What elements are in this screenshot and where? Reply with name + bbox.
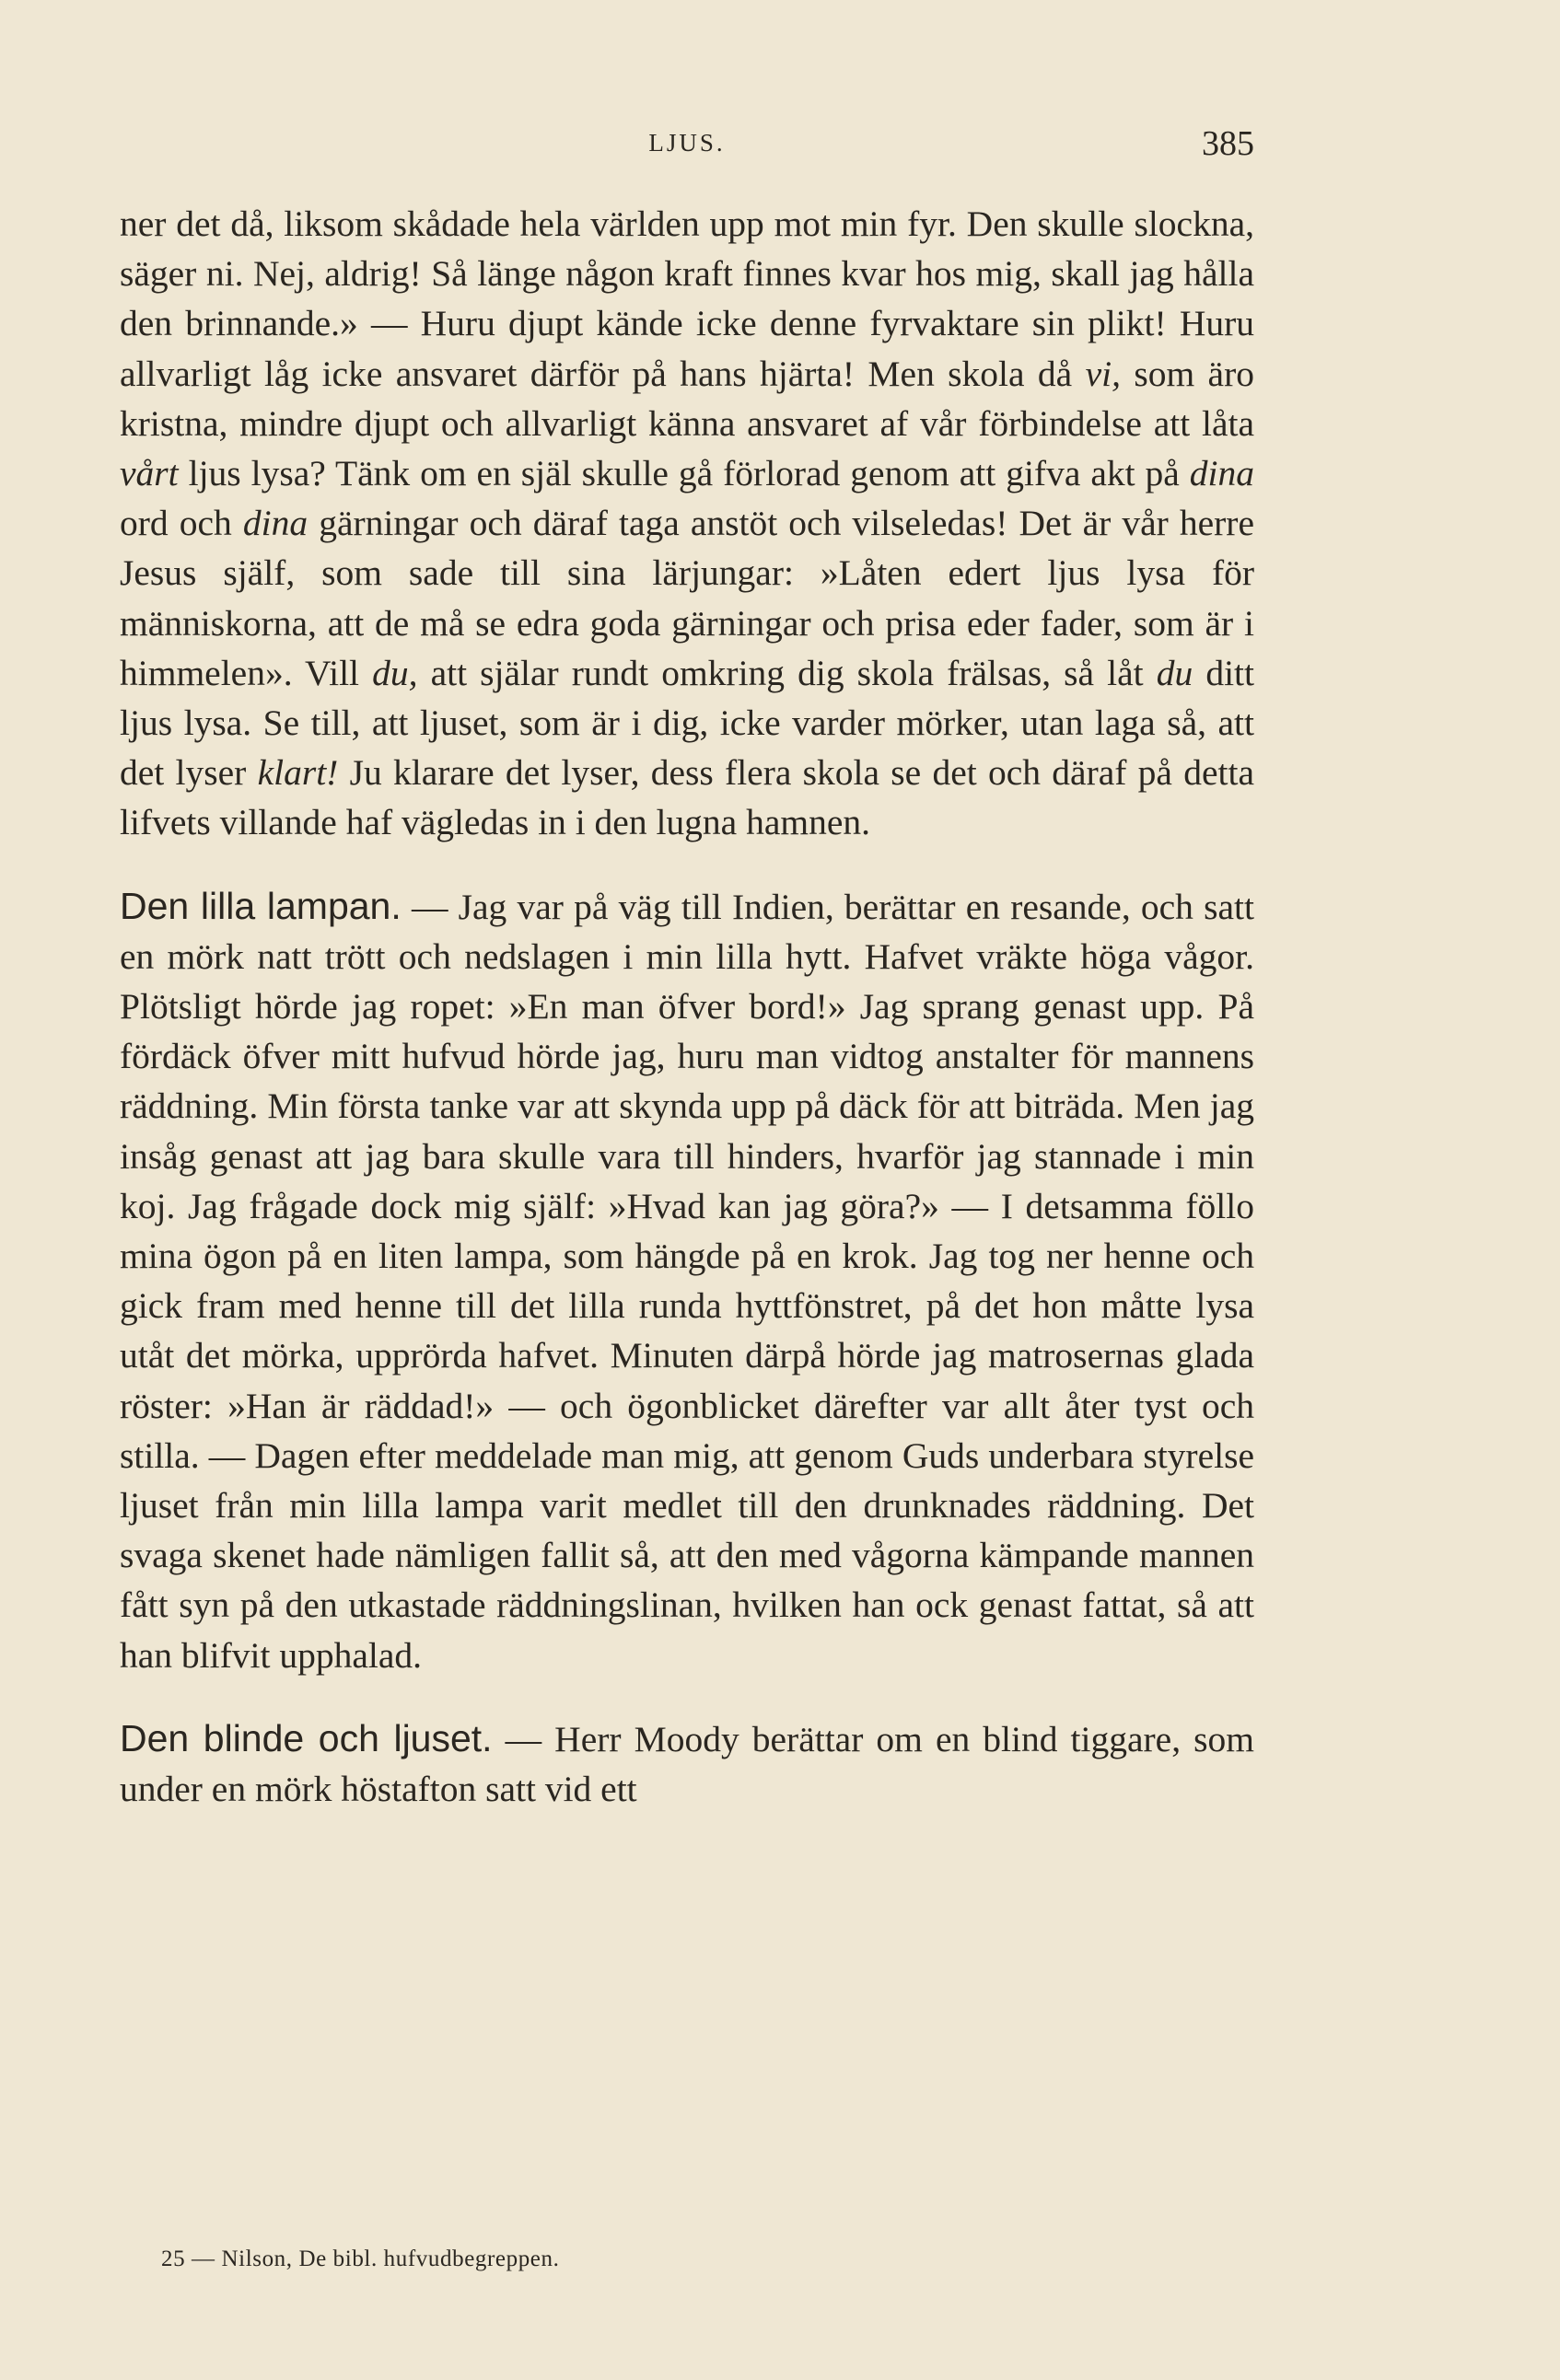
text-run: ditt ljus lysa. Se till, att ljuset, som är i dig, icke varder mörker, utan laga så, att det lyser: [120, 652, 1254, 794]
text-run: ljus lysa? Tänk om en själ skulle gå förlorad genom att gifva akt på: [178, 453, 1190, 494]
section-heading: Den lilla lampan.: [120, 884, 402, 927]
running-head: LJUS.: [648, 129, 726, 157]
footer-signature: 25 — Nilson, De bibl. hufvudbegreppen.: [161, 2246, 560, 2271]
paragraph-fyrvaktare: [120, 199, 1254, 848]
text-run: ord och: [120, 503, 243, 544]
italic-word: du: [1156, 652, 1193, 693]
page-number: 385: [1202, 124, 1254, 163]
text-run: att själar rundt omkring dig skola frälsas, så låt: [417, 652, 1157, 693]
text-run: gärningar och däraf taga anstöt och vilseledas! Det är vår herre Jesus själf, som sade till sina lärjungar: »Låten edert ljus lysa för människorna, att de må se edra goda gärningar och prisa eder fader, som är i himmelen». Vill: [120, 503, 1254, 693]
page-header: [120, 124, 1254, 175]
body-text: [120, 199, 1254, 1814]
italic-word: dina: [242, 503, 309, 544]
italic-word: dina: [1189, 453, 1254, 494]
section-body: — Jag var på väg till Indien, berättar en resande, och satt en mörk natt trött och nedslagen i min lilla hytt. Hafvet vräkte höga vågor. Plötsligt hörde jag ropet: »En man öfver bord!» Jag sprang genast upp. På fördäck öfver mitt hufvud hörde jag, huru man vidtog anstalter för mannens räddning. Min första tanke var att skynda upp på däck för att biträda. Men jag insåg genast att jag bara skulle vara till hinders, hvarför jag stannade i min koj. Jag frågade dock mig själf: »Hvad kan jag göra?» — I detsamma föllo mina ögon på en liten lampa, som hängde på en krok. Jag tog ner henne och gick fram med henne till det lilla runda hyttfönstret, på det hon måtte lysa utåt det mörka, upprörda hafvet. Minuten därpå hörde jag matrosernas glada röster: »Han är räddad!» — och ögonblicket därefter var allt åter tyst och stilla. — Dagen efter meddelade man mig, att genom Guds underbara styrelse ljuset från min lilla lampa varit medlet till den drunknades räddning. Det svaga skenet hade nämligen fallit så, att den med vågorna kämpande mannen fått syn på den utkastade räddningslinan, hvilken han ock genast fattat, så att han blifvit upphalad.: [120, 886, 1254, 1676]
text-run: Ju klarare det lyser, dess flera skola se det och däraf på detta lifvets villande haf vägledas in i den lugna hamnen.: [120, 752, 1254, 843]
italic-word: vårt: [120, 453, 179, 494]
paragraph-blinde-och-ljuset: [120, 1713, 1254, 1814]
italic-word: klart!: [257, 752, 339, 794]
text-run: som äro kristna, mindre djupt och allvarligt känna ansvaret af vår förbindelse att låta: [120, 353, 1254, 444]
italic-word: vi,: [1085, 353, 1121, 394]
text-run: ner det då, liksom skådade hela världen upp mot min fyr. Den skulle slockna, säger ni. Nej, aldrig! Så länge någon kraft finnes kvar hos mig, skall jag hålla den brinnande.» — Huru djupt kände icke denne fyrvaktare sin plikt! Huru allvarligt låg icke ansvaret därför på hans hjärta! Men skola då: [120, 203, 1254, 394]
paragraph-lilla-lampan: [120, 881, 1254, 1680]
italic-word: du,: [372, 652, 418, 693]
section-heading: Den blinde och ljuset.: [120, 1716, 493, 1759]
section-body: — Herr Moody berättar om en blind tiggare, som under en mörk höstafton satt vid ett: [120, 1718, 1254, 1810]
